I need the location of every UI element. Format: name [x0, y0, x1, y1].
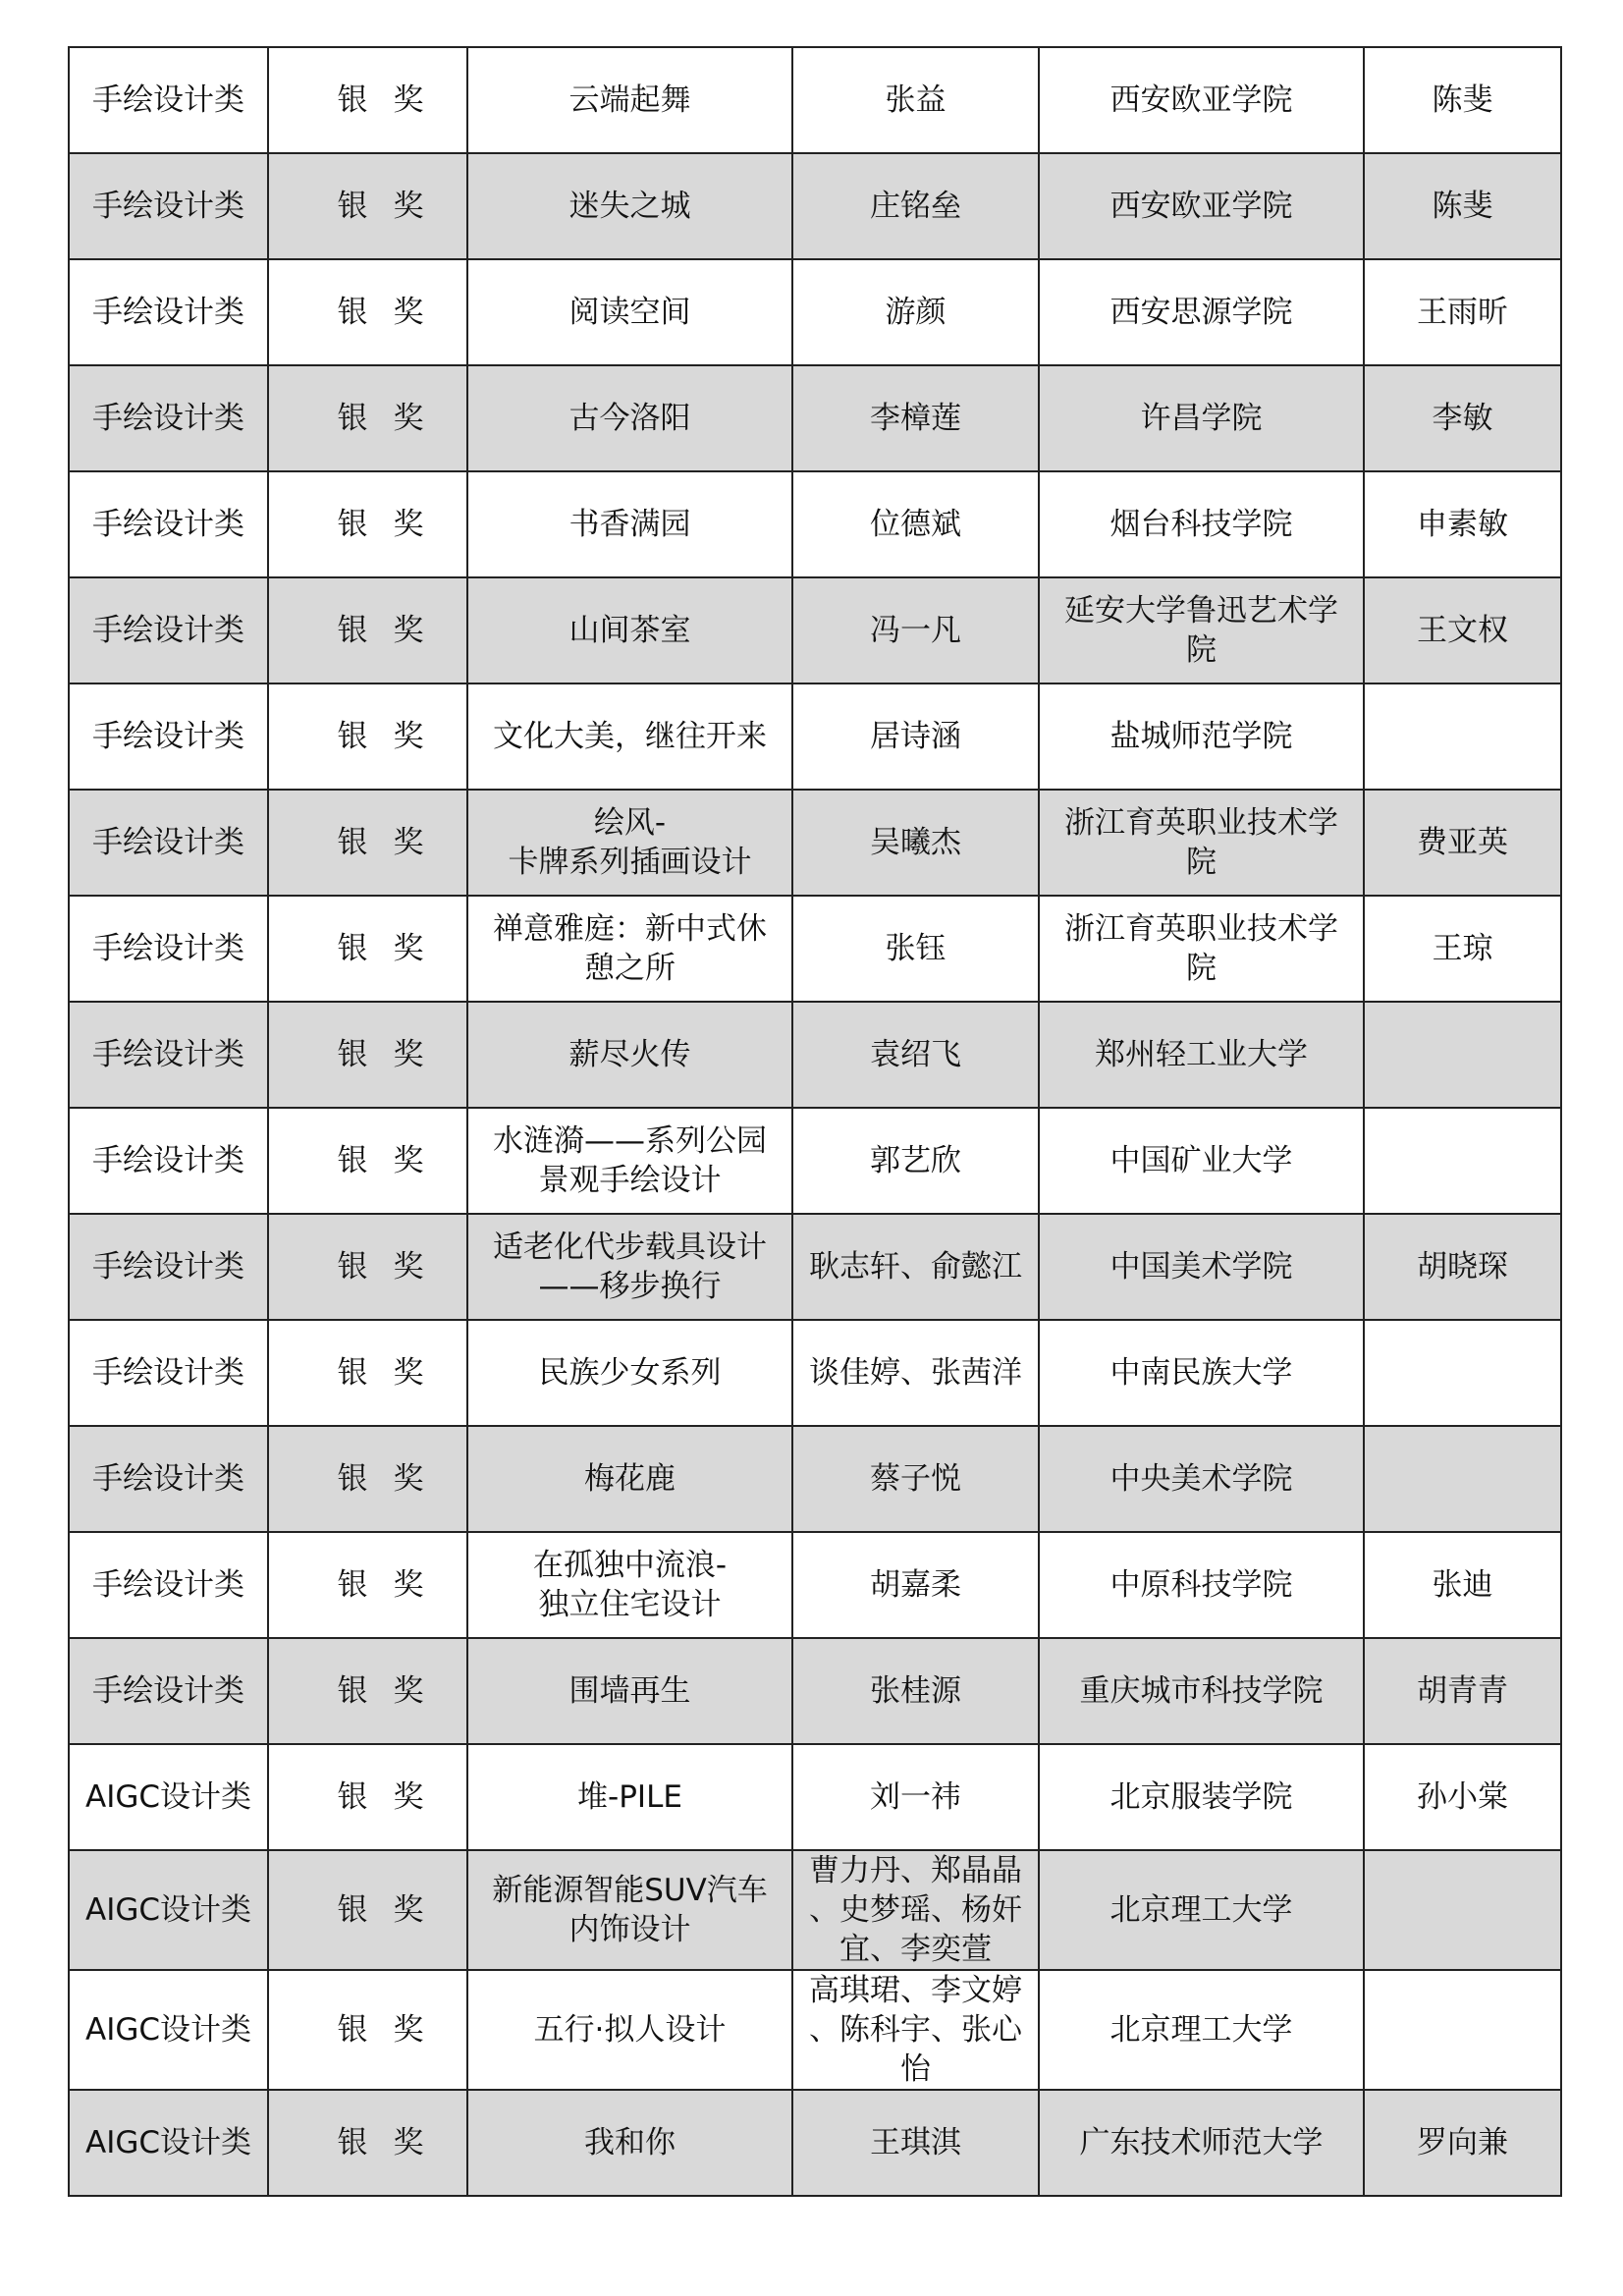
award-text: 银奖: [337, 1892, 450, 1928]
category-text: AIGC设计类: [84, 2125, 252, 2160]
work-text: 云端起舞: [568, 82, 691, 118]
table-row: [69, 1214, 1561, 1320]
teacher-text: 胡晓琛: [1417, 1249, 1508, 1285]
author-cell: [792, 1426, 1039, 1532]
author-text: 居诗涵: [870, 719, 961, 754]
author-cell: [792, 1214, 1039, 1320]
award-cell: [268, 1850, 467, 1970]
school-text: 浙江育英职业技术学 院: [1064, 805, 1338, 880]
category-text: 手绘设计类: [92, 931, 244, 966]
school-cell: [1039, 790, 1364, 896]
author-text: 蔡子悦: [870, 1461, 961, 1497]
school-cell: [1039, 47, 1364, 153]
author-text: 冯一凡: [870, 613, 961, 648]
table-row: [69, 1320, 1561, 1426]
author-text: 袁绍飞: [870, 1037, 961, 1072]
teacher-text: 王雨昕: [1417, 295, 1508, 330]
award-cell: [268, 577, 467, 683]
author-cell: [792, 365, 1039, 471]
teacher-cell: [1364, 2090, 1561, 2196]
category-cell: [69, 1108, 268, 1214]
teacher-cell: [1364, 1002, 1561, 1108]
work-cell: [467, 1744, 792, 1850]
school-cell: [1039, 1320, 1364, 1426]
work-text: 薪尽火传: [568, 1037, 691, 1072]
table-row: [69, 47, 1561, 153]
category-text: 手绘设计类: [92, 719, 244, 754]
category-text: 手绘设计类: [92, 825, 244, 860]
author-cell: [792, 1744, 1039, 1850]
category-text: 手绘设计类: [92, 507, 244, 542]
category-cell: [69, 47, 268, 153]
teacher-cell: [1364, 47, 1561, 153]
category-cell: [69, 790, 268, 896]
table-row: [69, 577, 1561, 683]
category-cell: [69, 896, 268, 1002]
work-text: 堆-PILE: [577, 1779, 682, 1815]
school-text: 烟台科技学院: [1109, 507, 1293, 542]
table-row: [69, 1002, 1561, 1108]
school-cell: [1039, 471, 1364, 577]
teacher-text: 陈斐: [1432, 189, 1493, 224]
award-cell: [268, 1638, 467, 1744]
work-cell: [467, 1970, 792, 2090]
school-cell: [1039, 1850, 1364, 1970]
table-row: [69, 1532, 1561, 1638]
award-cell: [268, 471, 467, 577]
school-text: 北京理工大学: [1109, 1892, 1293, 1928]
school-cell: [1039, 1426, 1364, 1532]
table-row: [69, 1744, 1561, 1850]
teacher-cell: [1364, 1532, 1561, 1638]
table-row: [69, 153, 1561, 259]
category-text: 手绘设计类: [92, 1461, 244, 1497]
category-cell: [69, 577, 268, 683]
author-cell: [792, 577, 1039, 683]
award-text: 银奖: [337, 1355, 450, 1391]
category-text: AIGC设计类: [84, 1779, 252, 1815]
work-text: 在孤独中流浪- 独立住宅设计: [532, 1548, 728, 1622]
author-text: 刘一祎: [870, 1779, 961, 1815]
award-text: 银奖: [337, 1249, 450, 1285]
author-text: 吴曦杰: [870, 825, 961, 860]
work-text: 五行·拟人设计: [533, 2012, 727, 2048]
category-cell: [69, 471, 268, 577]
table-row: [69, 896, 1561, 1002]
table-row: [69, 471, 1561, 577]
school-cell: [1039, 896, 1364, 1002]
award-cell: [268, 1214, 467, 1320]
category-text: 手绘设计类: [92, 1567, 244, 1603]
school-cell: [1039, 577, 1364, 683]
teacher-text: 孙小棠: [1417, 1779, 1508, 1815]
table-row: [69, 259, 1561, 365]
author-text: 李樟莲: [870, 401, 961, 436]
author-text: 张益: [885, 82, 947, 118]
school-cell: [1039, 1638, 1364, 1744]
category-text: 手绘设计类: [92, 1143, 244, 1178]
teacher-cell: [1364, 683, 1561, 790]
award-cell: [268, 683, 467, 790]
school-cell: [1039, 1108, 1364, 1214]
table-row: [69, 1426, 1561, 1532]
work-text: 水涟漪——系列公园 景观手绘设计: [493, 1123, 767, 1198]
school-cell: [1039, 1970, 1364, 2090]
award-cell: [268, 1532, 467, 1638]
author-cell: [792, 1532, 1039, 1638]
teacher-cell: [1364, 365, 1561, 471]
category-cell: [69, 365, 268, 471]
work-text: 适老化代步载具设计 ——移步换行: [493, 1230, 767, 1304]
category-text: 手绘设计类: [92, 295, 244, 330]
work-text: 阅读空间: [568, 295, 691, 330]
award-table-body: [69, 47, 1561, 2196]
teacher-cell: [1364, 790, 1561, 896]
school-text: 盐城师范学院: [1109, 719, 1293, 754]
work-cell: [467, 1214, 792, 1320]
work-cell: [467, 1426, 792, 1532]
work-text: 文化大美，继往开来: [493, 719, 767, 754]
teacher-text: 费亚英: [1417, 825, 1508, 860]
category-text: AIGC设计类: [84, 2012, 252, 2048]
work-text: 迷失之城: [568, 189, 691, 224]
work-cell: [467, 471, 792, 577]
award-text: 银奖: [337, 719, 450, 754]
author-text: 胡嘉柔: [870, 1567, 961, 1603]
author-cell: [792, 683, 1039, 790]
table-row: [69, 1850, 1561, 1970]
teacher-text: 陈斐: [1432, 82, 1493, 118]
award-cell: [268, 790, 467, 896]
category-text: 手绘设计类: [92, 189, 244, 224]
school-text: 西安思源学院: [1109, 295, 1293, 330]
school-text: 西安欧亚学院: [1109, 189, 1293, 224]
teacher-cell: [1364, 1970, 1561, 2090]
school-text: 北京理工大学: [1109, 2012, 1293, 2048]
author-cell: [792, 1850, 1039, 1970]
work-cell: [467, 1108, 792, 1214]
school-text: 郑州轻工业大学: [1095, 1037, 1308, 1072]
award-cell: [268, 1744, 467, 1850]
award-cell: [268, 259, 467, 365]
award-cell: [268, 153, 467, 259]
work-text: 禅意雅庭：新中式休 憩之所: [493, 911, 767, 986]
award-cell: [268, 1320, 467, 1426]
work-cell: [467, 790, 792, 896]
award-table: [68, 46, 1562, 2197]
teacher-cell: [1364, 1214, 1561, 1320]
school-text: 延安大学鲁迅艺术学 院: [1064, 593, 1338, 668]
award-cell: [268, 1002, 467, 1108]
work-cell: [467, 47, 792, 153]
school-text: 中原科技学院: [1109, 1567, 1293, 1603]
work-cell: [467, 1320, 792, 1426]
work-cell: [467, 1638, 792, 1744]
work-text: 围墙再生: [568, 1673, 691, 1709]
school-cell: [1039, 1532, 1364, 1638]
author-cell: [792, 471, 1039, 577]
category-text: AIGC设计类: [84, 1892, 252, 1928]
award-text: 银奖: [337, 2125, 450, 2160]
table-row: [69, 365, 1561, 471]
author-text: 谈佳婷、张茜洋: [809, 1355, 1022, 1391]
category-text: 手绘设计类: [92, 1249, 244, 1285]
author-cell: [792, 1002, 1039, 1108]
work-text: 我和你: [584, 2125, 676, 2160]
work-text: 书香满园: [568, 507, 691, 542]
author-cell: [792, 1638, 1039, 1744]
work-text: 古今洛阳: [568, 401, 691, 436]
award-text: 银奖: [337, 1143, 450, 1178]
school-text: 重庆城市科技学院: [1079, 1673, 1324, 1709]
work-text: 民族少女系列: [538, 1355, 722, 1391]
table-row: [69, 1108, 1561, 1214]
author-cell: [792, 153, 1039, 259]
author-cell: [792, 1108, 1039, 1214]
work-text: 绘风- 卡牌系列插画设计: [508, 805, 752, 880]
school-cell: [1039, 1214, 1364, 1320]
school-text: 西安欧亚学院: [1109, 82, 1293, 118]
award-text: 银奖: [337, 1037, 450, 1072]
school-cell: [1039, 1002, 1364, 1108]
work-cell: [467, 1002, 792, 1108]
school-cell: [1039, 259, 1364, 365]
award-text: 银奖: [337, 1673, 450, 1709]
author-cell: [792, 259, 1039, 365]
author-cell: [792, 896, 1039, 1002]
category-cell: [69, 1002, 268, 1108]
teacher-text: 王文权: [1417, 613, 1508, 648]
award-cell: [268, 1970, 467, 2090]
category-cell: [69, 1744, 268, 1850]
teacher-text: 罗向兼: [1417, 2125, 1508, 2160]
work-cell: [467, 2090, 792, 2196]
teacher-cell: [1364, 896, 1561, 1002]
work-cell: [467, 683, 792, 790]
category-cell: [69, 259, 268, 365]
author-text: 位德斌: [870, 507, 961, 542]
teacher-cell: [1364, 259, 1561, 365]
award-cell: [268, 2090, 467, 2196]
work-text: 梅花鹿: [584, 1461, 676, 1497]
teacher-cell: [1364, 1426, 1561, 1532]
work-cell: [467, 896, 792, 1002]
author-text: 庄铭垒: [870, 189, 961, 224]
author-text: 曹力丹、郑晶晶 、史梦瑶、杨奸 宜、李奕萱: [809, 1853, 1022, 1967]
teacher-cell: [1364, 1108, 1561, 1214]
award-cell: [268, 365, 467, 471]
category-cell: [69, 1638, 268, 1744]
teacher-text: 李敏: [1432, 401, 1493, 436]
table-row: [69, 1638, 1561, 1744]
work-cell: [467, 365, 792, 471]
author-cell: [792, 2090, 1039, 2196]
category-cell: [69, 2090, 268, 2196]
school-cell: [1039, 2090, 1364, 2196]
author-text: 张桂源: [870, 1673, 961, 1709]
category-cell: [69, 1850, 268, 1970]
table-row: [69, 790, 1561, 896]
category-text: 手绘设计类: [92, 82, 244, 118]
school-cell: [1039, 365, 1364, 471]
category-cell: [69, 683, 268, 790]
category-text: 手绘设计类: [92, 1673, 244, 1709]
teacher-text: 王琼: [1432, 931, 1493, 966]
work-cell: [467, 577, 792, 683]
school-text: 中央美术学院: [1109, 1461, 1293, 1497]
category-text: 手绘设计类: [92, 401, 244, 436]
award-cell: [268, 47, 467, 153]
teacher-cell: [1364, 471, 1561, 577]
category-cell: [69, 1320, 268, 1426]
school-text: 中国美术学院: [1109, 1249, 1293, 1285]
award-text: 银奖: [337, 507, 450, 542]
award-cell: [268, 1108, 467, 1214]
school-text: 中南民族大学: [1109, 1355, 1293, 1391]
award-text: 银奖: [337, 1779, 450, 1815]
school-text: 中国矿业大学: [1109, 1143, 1293, 1178]
author-text: 王琪淇: [870, 2125, 961, 2160]
work-cell: [467, 1532, 792, 1638]
school-text: 许昌学院: [1140, 401, 1263, 436]
award-text: 银奖: [337, 931, 450, 966]
award-text: 银奖: [337, 825, 450, 860]
category-cell: [69, 1970, 268, 2090]
category-cell: [69, 1532, 268, 1638]
school-text: 广东技术师范大学: [1079, 2125, 1324, 2160]
teacher-text: 胡青青: [1417, 1673, 1508, 1709]
teacher-cell: [1364, 577, 1561, 683]
school-cell: [1039, 153, 1364, 259]
teacher-text: 申素敏: [1417, 507, 1508, 542]
author-text: 游颜: [885, 295, 947, 330]
award-cell: [268, 1426, 467, 1532]
work-text: 山间茶室: [568, 613, 691, 648]
award-text: 银奖: [337, 2012, 450, 2048]
author-cell: [792, 47, 1039, 153]
category-text: 手绘设计类: [92, 1355, 244, 1391]
category-cell: [69, 153, 268, 259]
table-row: [69, 683, 1561, 790]
teacher-cell: [1364, 1850, 1561, 1970]
award-cell: [268, 896, 467, 1002]
award-text: 银奖: [337, 401, 450, 436]
teacher-cell: [1364, 1744, 1561, 1850]
school-cell: [1039, 1744, 1364, 1850]
author-cell: [792, 1970, 1039, 2090]
award-text: 银奖: [337, 295, 450, 330]
award-text: 银奖: [337, 189, 450, 224]
author-text: 郭艺欣: [870, 1143, 961, 1178]
author-text: 耿志轩、俞懿江: [809, 1249, 1022, 1285]
award-text: 银奖: [337, 1461, 450, 1497]
school-text: 北京服装学院: [1109, 1779, 1293, 1815]
award-text: 银奖: [337, 613, 450, 648]
category-text: 手绘设计类: [92, 1037, 244, 1072]
work-cell: [467, 259, 792, 365]
award-text: 银奖: [337, 82, 450, 118]
author-cell: [792, 790, 1039, 896]
table-row: [69, 1970, 1561, 2090]
teacher-cell: [1364, 153, 1561, 259]
category-text: 手绘设计类: [92, 613, 244, 648]
category-cell: [69, 1214, 268, 1320]
work-cell: [467, 1850, 792, 1970]
author-text: 高琪珺、李文婷 、陈科宇、张心 怡: [809, 1973, 1022, 2087]
author-cell: [792, 1320, 1039, 1426]
work-cell: [467, 153, 792, 259]
table-row: [69, 2090, 1561, 2196]
award-text: 银奖: [337, 1567, 450, 1603]
category-cell: [69, 1426, 268, 1532]
teacher-text: 张迪: [1432, 1567, 1493, 1603]
teacher-cell: [1364, 1320, 1561, 1426]
teacher-cell: [1364, 1638, 1561, 1744]
work-text: 新能源智能SUV汽车 内饰设计: [492, 1873, 768, 1947]
author-text: 张钰: [885, 931, 947, 966]
school-text: 浙江育英职业技术学 院: [1064, 911, 1338, 986]
school-cell: [1039, 683, 1364, 790]
